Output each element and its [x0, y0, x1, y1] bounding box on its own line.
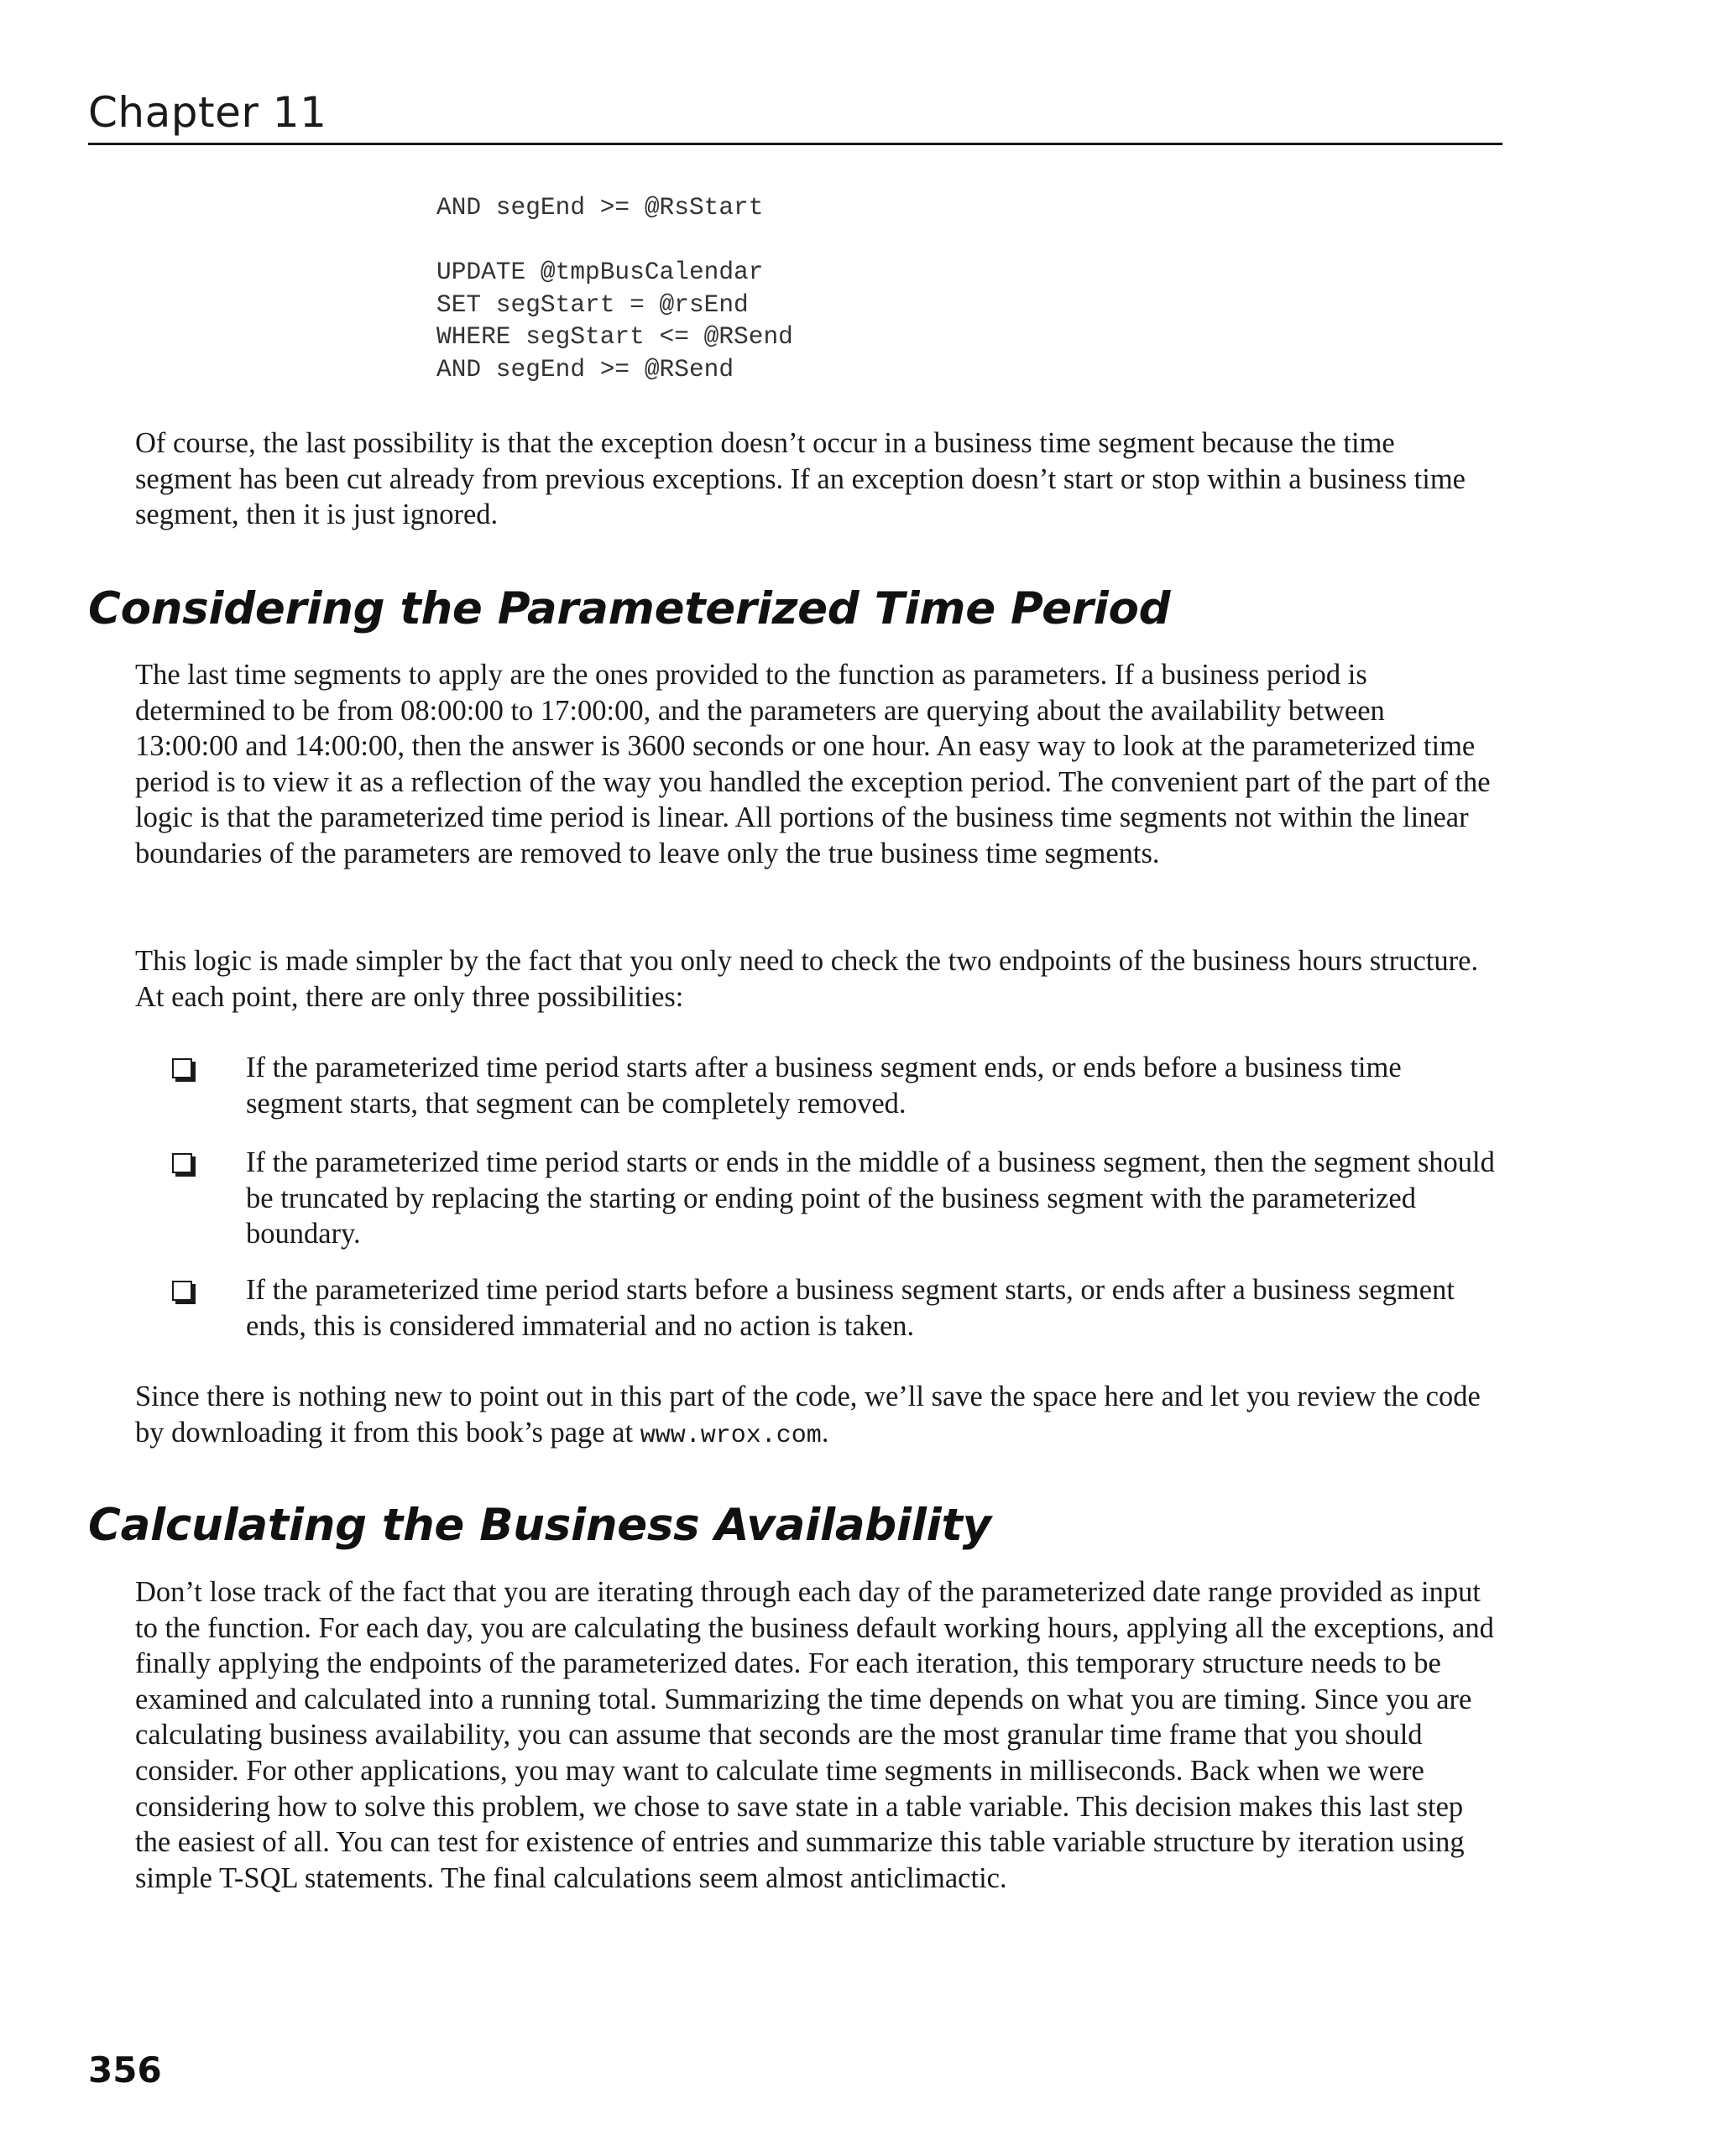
paragraph-parameterized-1: The last time segments to apply are the ones provided to the function as parameters. If a business period is determined to be from 08:00:00 to 17:00:00, and the parameters are querying about the availability between 13:00:00 and 14:00:00, then the answer is 3600 seconds or one hour. An easy way to look at the parameterized time period is to view it as a reflection of the way you handled the exception period. The convenient part of the part of the logic is that the parameterized time period is linear. All portions of the business time segments not within the linear boundaries of the parameters are removed to leave only the true business time segments. [135, 659, 1491, 869]
checkbox-bullet-icon [172, 1153, 192, 1173]
checkbox-bullet-icon [172, 1058, 192, 1078]
running-head-chapter: Chapter 11 [88, 88, 327, 137]
code-line: AND segEnd >= @RSend [436, 354, 734, 384]
bullet-text: If the parameterized time period starts before a business segment starts, or ends after a business segment ends, this is considered immaterial and no action is taken. [246, 1274, 1455, 1342]
wrox-link[interactable]: www.wrox.com [640, 1421, 822, 1450]
bullet-text: If the parameterized time period starts after a business segment ends, or ends before a business time segment starts, that segment can be completely removed. [246, 1052, 1402, 1120]
code-line: AND segEnd >= @RsStart [436, 193, 764, 222]
download-note-text: Since there is nothing new to point out in this part of the code, we’ll save the space here and let you review the code by downloading it from this book’s page at [135, 1381, 1481, 1449]
code-line: UPDATE @tmpBusCalendar [436, 258, 764, 286]
code-line: SET segStart = @rsEnd [436, 290, 749, 319]
download-note-end: . [821, 1416, 829, 1449]
page-number: 356 [88, 2049, 162, 2091]
header-rule [88, 143, 1502, 145]
paragraph-parameterized-2: This logic is made simpler by the fact that you only need to check the two endpoints of the business hours structure. At each point, there are only three possibilities: [135, 945, 1479, 1013]
code-line: WHERE segStart <= @RSend [436, 322, 793, 351]
paragraph-intro: Of course, the last possibility is that the exception doesn’t occur in a business time segment because the time segment has been cut already from previous exceptions. If an exception doesn’t start or stop within a business time segment, then it is just ignored. [135, 427, 1466, 531]
code-line [436, 224, 793, 257]
section-heading-business-availability: Calculating the Business Availability [88, 1500, 991, 1551]
checkbox-bullet-icon [172, 1281, 192, 1301]
section-heading-parameterized-time-period: Considering the Parameterized Time Period [88, 583, 1171, 634]
paragraph-download-note [135, 1379, 1495, 1454]
code-block [436, 191, 793, 385]
paragraph-business-availability: Don’t lose track of the fact that you are iterating through each day of the parameterized date range provided as input to the function. For each day, you are calculating the business default working hours, applying all the exceptions, and finally applying the endpoints of the parameterized dates. For each iteration, this temporary structure needs to be examined and calculated into a running total. Summarizing the time depends on what you are timing. Since you are calculating business availability, you can assume that seconds are the most granular time frame that you should consider. For other applications, you may want to calculate time segments in milliseconds. Back when we were considering how to solve this problem, we chose to save state in a table variable. This decision makes this last step the easiest of all. You can test for existence of entries and summarize this table variable structure by iteration using simple T-SQL statements. The final calculations seem almost anticlimactic. [135, 1576, 1494, 1894]
bullet-text: If the parameterized time period starts or ends in the middle of a business segment, then the segment should be truncated by replacing the starting or ending point of the business segment with the parameterized boundary. [246, 1146, 1495, 1250]
